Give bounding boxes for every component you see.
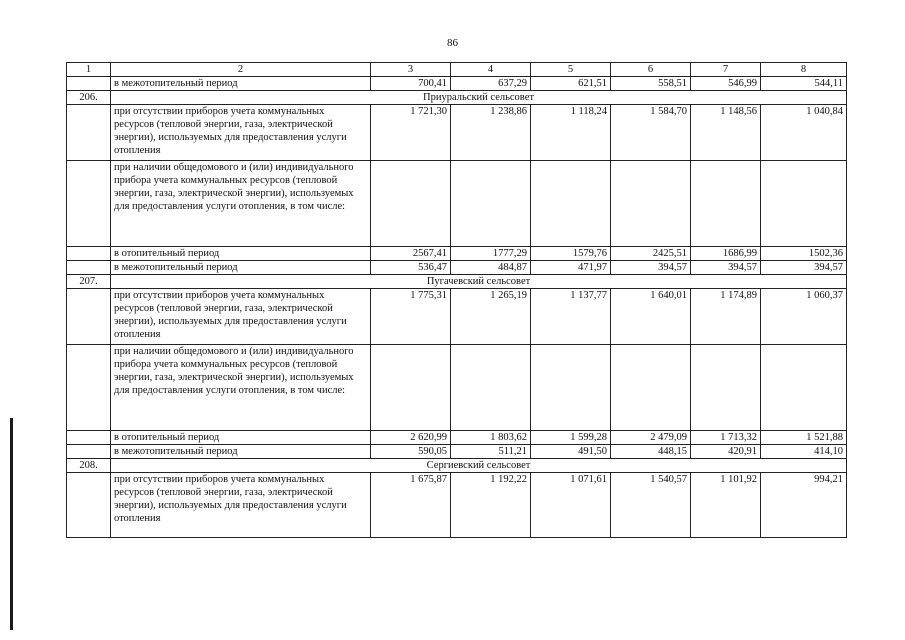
page-number: 86 bbox=[447, 37, 458, 49]
value-cell: 394,57 bbox=[761, 261, 847, 275]
tariff-table bbox=[66, 62, 847, 538]
value-cell: 1 192,22 bbox=[451, 473, 531, 538]
value-cell: 621,51 bbox=[531, 77, 611, 91]
row-label: при отсутствии приборов учета коммунальных ресурсов (тепловой энергии, газа, электрической энергии), используемых для предоставления услуги отопления bbox=[111, 289, 371, 345]
empty-cell bbox=[67, 345, 111, 431]
value-cell: 1 675,87 bbox=[371, 473, 451, 538]
row-label: в межотопительный период bbox=[111, 77, 371, 91]
row-label: при отсутствии приборов учета коммунальных ресурсов (тепловой энергии, газа, электрической энергии), используемых для предоставления услуги отопления bbox=[111, 105, 371, 161]
section-number: 207. bbox=[67, 275, 111, 289]
value-cell: 1 174,89 bbox=[691, 289, 761, 345]
table-row bbox=[67, 345, 847, 431]
row-label: в межотопительный период bbox=[111, 261, 371, 275]
value-cell: 1 118,24 bbox=[531, 105, 611, 161]
empty-cell bbox=[761, 161, 847, 247]
row-label: при отсутствии приборов учета коммунальных ресурсов (тепловой энергии, газа, электрической энергии), используемых для предоставления услуги отопления bbox=[111, 473, 371, 538]
empty-cell bbox=[67, 247, 111, 261]
empty-cell bbox=[67, 161, 111, 247]
table-row bbox=[67, 261, 847, 275]
value-cell: 1 803,62 bbox=[451, 431, 531, 445]
value-cell: 1 265,19 bbox=[451, 289, 531, 345]
column-header: 5 bbox=[531, 63, 611, 77]
value-cell: 700,41 bbox=[371, 77, 451, 91]
value-cell: 558,51 bbox=[611, 77, 691, 91]
value-cell: 1579,76 bbox=[531, 247, 611, 261]
value-cell: 1 060,37 bbox=[761, 289, 847, 345]
section-title: Сергиевский сельсовет bbox=[111, 459, 847, 473]
empty-cell bbox=[451, 161, 531, 247]
table-row bbox=[67, 473, 847, 538]
column-header: 8 bbox=[761, 63, 847, 77]
row-label: при наличии общедомового и (или) индивидуального прибора учета коммунальных ресурсов (тепловой энергии, газа, электрической энергии), используемых для предоставления услуги отопления, в том числе: bbox=[111, 161, 371, 247]
empty-cell bbox=[451, 345, 531, 431]
empty-cell bbox=[691, 161, 761, 247]
value-cell: 2567,41 bbox=[371, 247, 451, 261]
value-cell: 1 721,30 bbox=[371, 105, 451, 161]
row-label: в межотопительный период bbox=[111, 445, 371, 459]
section-header-row bbox=[67, 91, 847, 105]
table-row bbox=[67, 431, 847, 445]
table-row bbox=[67, 105, 847, 161]
column-header: 1 bbox=[67, 63, 111, 77]
empty-cell bbox=[531, 161, 611, 247]
column-header: 6 bbox=[611, 63, 691, 77]
column-header-row bbox=[67, 63, 847, 77]
section-title: Приуральский сельсовет bbox=[111, 91, 847, 105]
value-cell: 394,57 bbox=[691, 261, 761, 275]
value-cell: 1 713,32 bbox=[691, 431, 761, 445]
table-row bbox=[67, 445, 847, 459]
value-cell: 590,05 bbox=[371, 445, 451, 459]
value-cell: 471,97 bbox=[531, 261, 611, 275]
column-header: 3 bbox=[371, 63, 451, 77]
section-number: 206. bbox=[67, 91, 111, 105]
value-cell: 1 148,56 bbox=[691, 105, 761, 161]
empty-cell bbox=[67, 431, 111, 445]
value-cell: 1 137,77 bbox=[531, 289, 611, 345]
value-cell: 511,21 bbox=[451, 445, 531, 459]
empty-cell bbox=[611, 345, 691, 431]
empty-cell bbox=[371, 161, 451, 247]
value-cell: 484,87 bbox=[451, 261, 531, 275]
value-cell: 1 071,61 bbox=[531, 473, 611, 538]
empty-cell bbox=[691, 345, 761, 431]
empty-cell bbox=[611, 161, 691, 247]
value-cell: 994,21 bbox=[761, 473, 847, 538]
value-cell: 1686,99 bbox=[691, 247, 761, 261]
section-number: 208. bbox=[67, 459, 111, 473]
value-cell: 491,50 bbox=[531, 445, 611, 459]
value-cell: 2 479,09 bbox=[611, 431, 691, 445]
value-cell: 1 640,01 bbox=[611, 289, 691, 345]
value-cell: 1 238,86 bbox=[451, 105, 531, 161]
section-title: Пугачевский сельсовет bbox=[111, 275, 847, 289]
empty-cell bbox=[67, 473, 111, 538]
value-cell: 1 584,70 bbox=[611, 105, 691, 161]
empty-cell bbox=[761, 345, 847, 431]
value-cell: 394,57 bbox=[611, 261, 691, 275]
value-cell: 2425,51 bbox=[611, 247, 691, 261]
value-cell: 546,99 bbox=[691, 77, 761, 91]
row-label: в отопительный период bbox=[111, 247, 371, 261]
value-cell: 448,15 bbox=[611, 445, 691, 459]
value-cell: 536,47 bbox=[371, 261, 451, 275]
value-cell: 1 521,88 bbox=[761, 431, 847, 445]
value-cell: 1 101,92 bbox=[691, 473, 761, 538]
value-cell: 2 620,99 bbox=[371, 431, 451, 445]
empty-cell bbox=[67, 105, 111, 161]
value-cell: 420,91 bbox=[691, 445, 761, 459]
empty-cell bbox=[67, 445, 111, 459]
scan-edge-mark bbox=[10, 418, 13, 630]
value-cell: 414,10 bbox=[761, 445, 847, 459]
value-cell: 1 540,57 bbox=[611, 473, 691, 538]
table-row bbox=[67, 161, 847, 247]
value-cell: 1 040,84 bbox=[761, 105, 847, 161]
value-cell: 1 775,31 bbox=[371, 289, 451, 345]
column-header: 4 bbox=[451, 63, 531, 77]
empty-cell bbox=[67, 261, 111, 275]
row-label: при наличии общедомового и (или) индивидуального прибора учета коммунальных ресурсов (тепловой энергии, газа, электрической энергии), используемых для предоставления услуги отопления, в том числе: bbox=[111, 345, 371, 431]
table-row bbox=[67, 247, 847, 261]
value-cell: 1777,29 bbox=[451, 247, 531, 261]
column-header: 7 bbox=[691, 63, 761, 77]
value-cell: 544,11 bbox=[761, 77, 847, 91]
section-header-row bbox=[67, 275, 847, 289]
table-row bbox=[67, 289, 847, 345]
value-cell: 637,29 bbox=[451, 77, 531, 91]
column-header: 2 bbox=[111, 63, 371, 77]
table-row bbox=[67, 77, 847, 91]
value-cell: 1 599,28 bbox=[531, 431, 611, 445]
section-header-row bbox=[67, 459, 847, 473]
empty-cell bbox=[67, 289, 111, 345]
value-cell: 1502,36 bbox=[761, 247, 847, 261]
row-label: в отопительный период bbox=[111, 431, 371, 445]
empty-cell bbox=[371, 345, 451, 431]
empty-cell bbox=[531, 345, 611, 431]
